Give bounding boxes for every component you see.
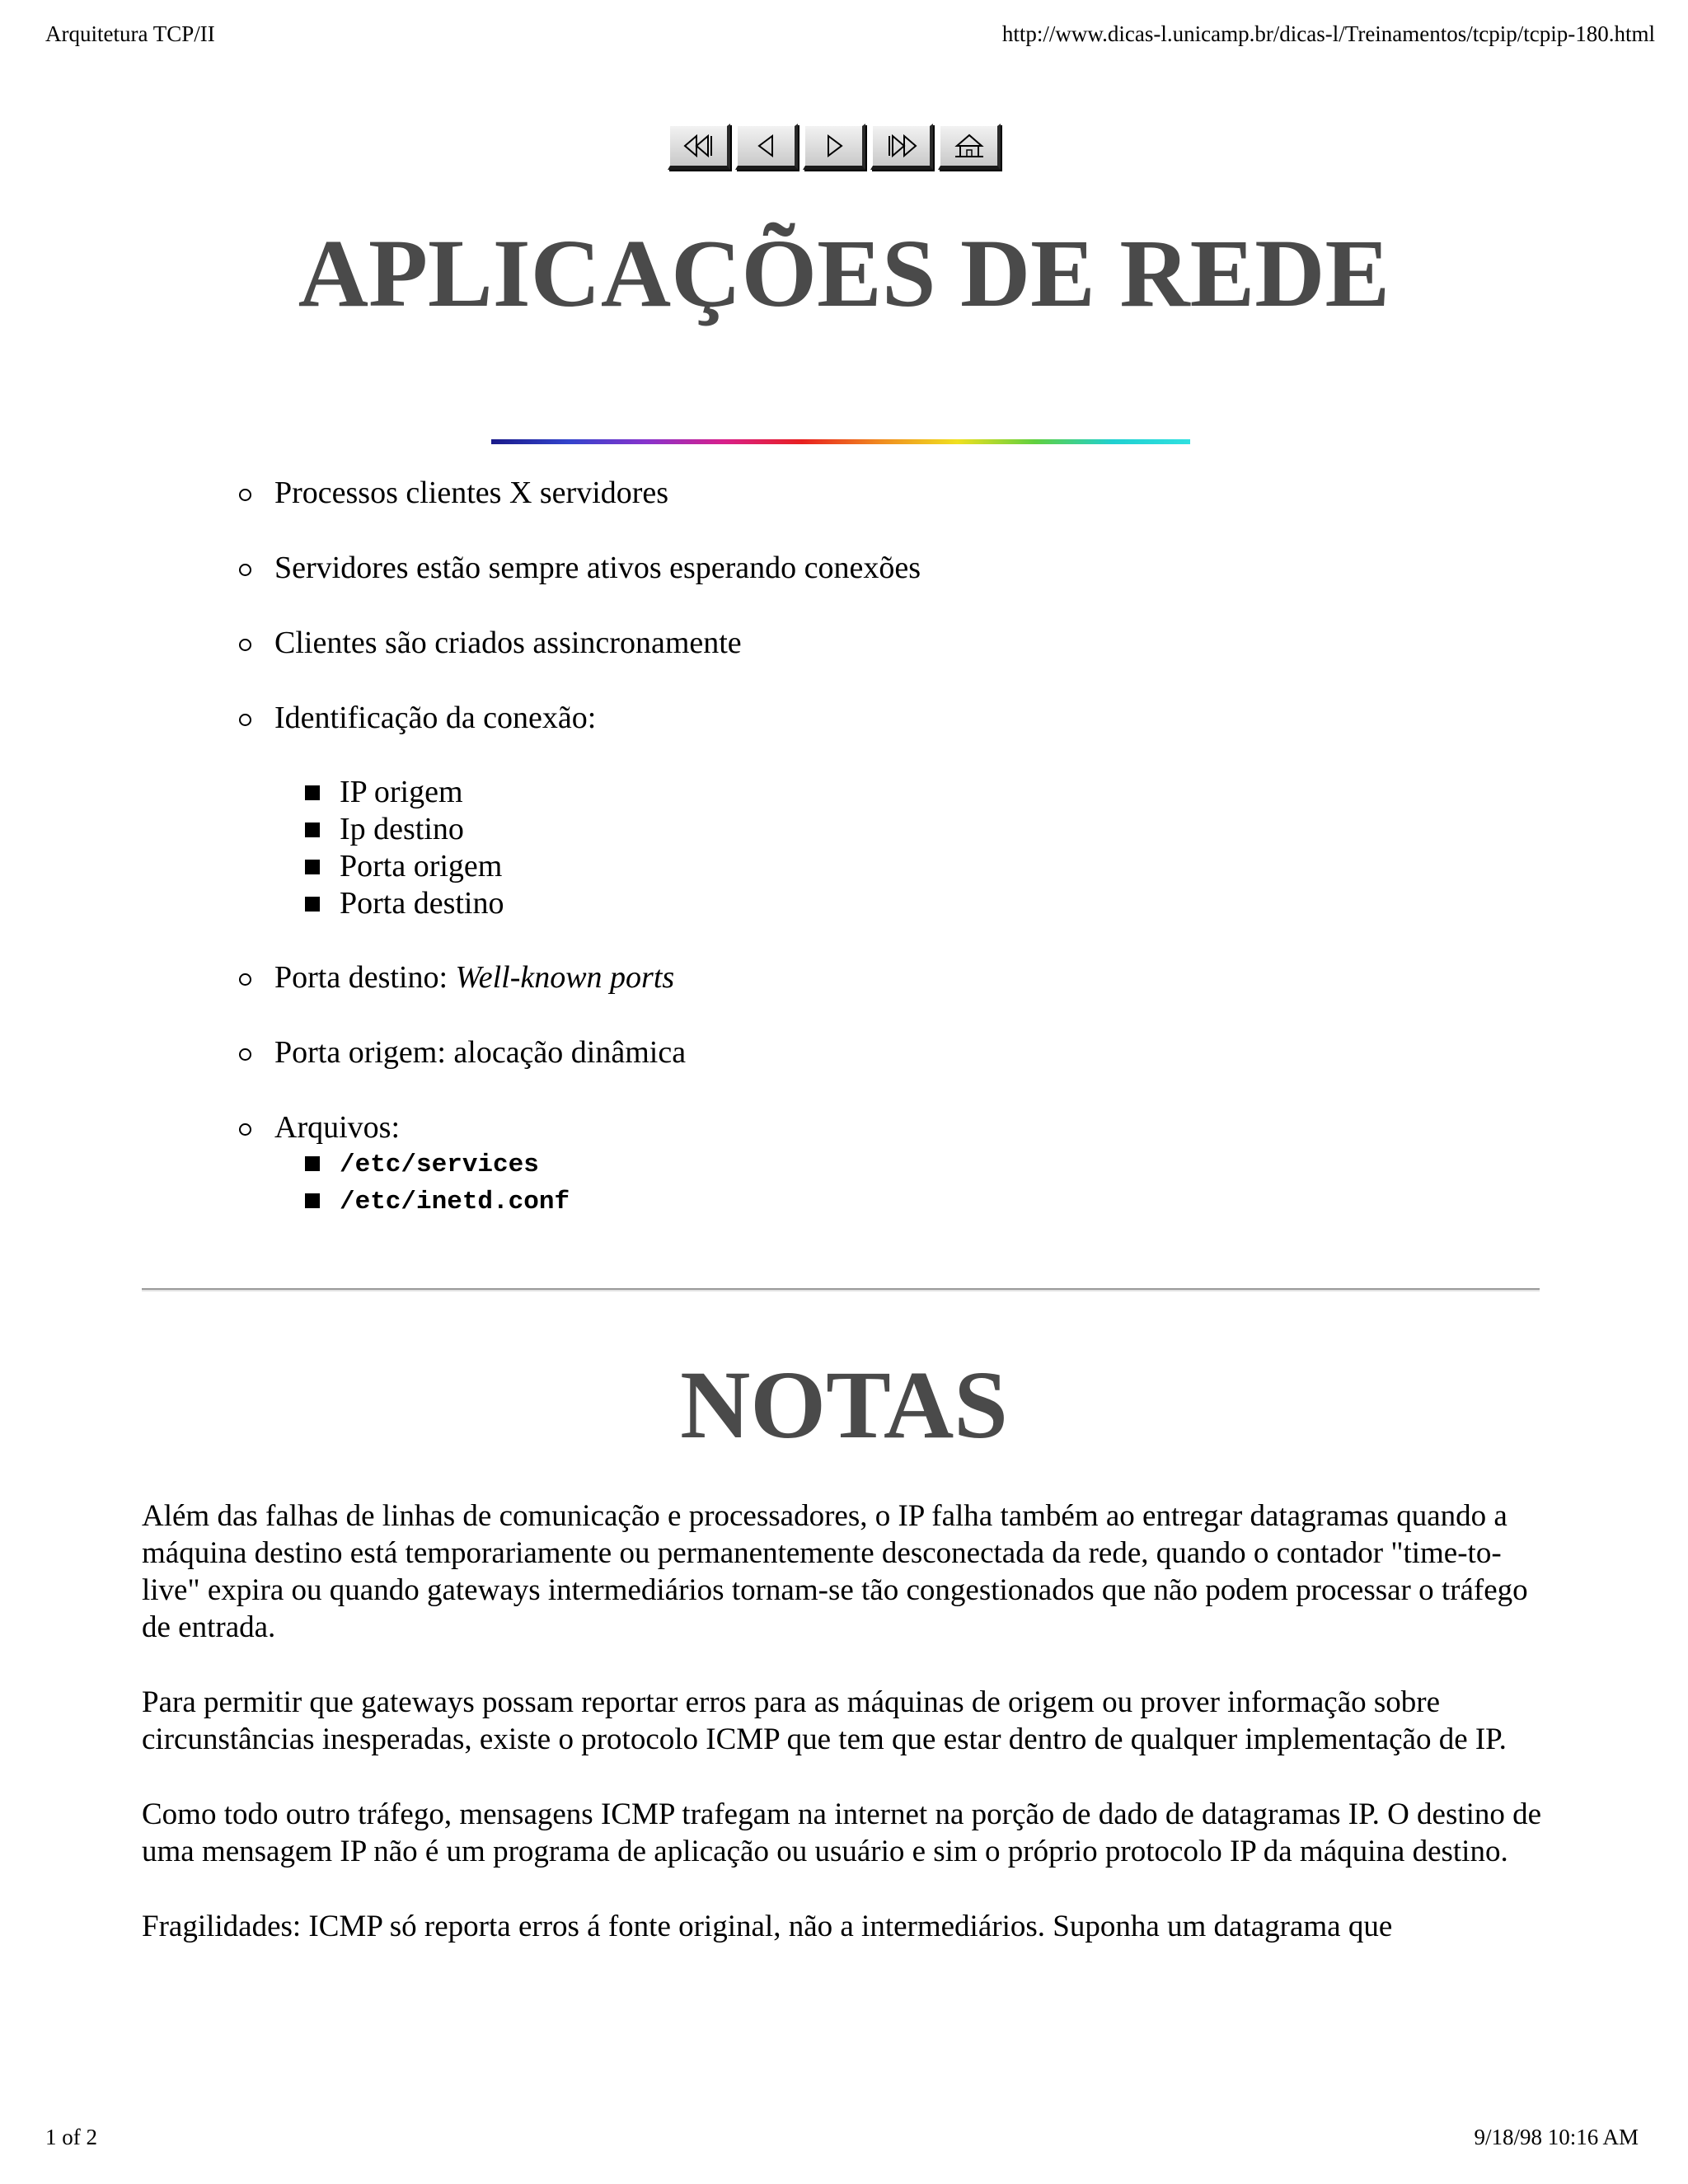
square-bullet-icon	[305, 897, 320, 912]
circle-bullet-icon	[239, 1123, 251, 1136]
notes-paragraph: Para permitir que gateways possam reportar erros para as máquinas de origem ou prover informação sobre circunstâncias inesperadas, existe o protocolo ICMP que tem que estar dentro de qualquer implementação de IP.	[142, 1685, 1507, 1756]
circle-bullet-icon	[239, 564, 251, 576]
notes-body	[142, 1497, 1559, 1983]
square-bullet-icon	[305, 1156, 320, 1171]
square-bullet-icon	[305, 823, 320, 837]
sub-list-item: IP origem	[239, 774, 1475, 811]
home-button[interactable]	[938, 124, 1001, 170]
rainbow-divider	[491, 439, 1190, 444]
sub-list-item: Porta origem	[239, 848, 1475, 885]
first-page-icon	[680, 132, 718, 160]
list-item: Arquivos:	[239, 1108, 1475, 1146]
list-item: Servidores estão sempre ativos esperando conexões	[239, 549, 1475, 587]
square-bullet-icon	[305, 1193, 320, 1208]
well-known-ports: Well-known ports	[455, 960, 675, 995]
page-number: 1 of 2	[45, 2125, 97, 2149]
page-header-title: Arquitetura TCP/II	[45, 21, 215, 46]
notes-paragraph: Fragilidades: ICMP só reporta erros á fonte original, não a intermediários. Suponha um datagrama que	[142, 1910, 1393, 1943]
next-page-icon	[815, 132, 853, 160]
home-icon	[950, 132, 988, 160]
notes-paragraph: Como todo outro tráfego, mensagens ICMP trafegam na internet na porção de dado de datagramas IP. O destino de uma mensagem IP não é um programa de aplicação ou usuário e sim o próprio protocolo IP da máquina destino.	[142, 1797, 1542, 1868]
page-header-url: http://www.dicas-l.unicamp.br/dicas-l/Treinamentos/tcpip/tcpip-180.html	[1001, 21, 1655, 46]
navigation-bar	[668, 124, 1001, 175]
list-item: Clientes são criados assincronamente	[239, 624, 1475, 662]
last-page-icon	[883, 132, 921, 160]
sub-list-item: Ip destino	[239, 811, 1475, 848]
list-item: Porta destino: Well-known ports	[239, 958, 1475, 996]
bullet-list	[239, 474, 1475, 1221]
print-timestamp: 9/18/98 10:16 AM	[1474, 2125, 1639, 2149]
last-page-button[interactable]	[870, 124, 933, 170]
circle-bullet-icon	[239, 1048, 251, 1061]
notes-paragraph: Além das falhas de linhas de comunicação e processadores, o IP falha também ao entregar datagramas quando a máquina destino está temporariamente ou permanentemente desconectada da rede, quando o contador "time-to-live" expira ou quando gateways intermediários tornam-se tão congestionados que não podem processar o tráfego de entrada.	[142, 1499, 1528, 1644]
print-footer	[45, 2125, 1639, 2158]
circle-bullet-icon	[239, 489, 251, 501]
next-page-button[interactable]	[803, 124, 865, 170]
square-bullet-icon	[305, 860, 320, 874]
notes-title: NOTAS	[680, 1351, 1008, 1459]
list-item: Porta origem: alocação dinâmica	[239, 1033, 1475, 1071]
horizontal-rule	[142, 1288, 1540, 1291]
list-item: Processos clientes X servidores	[239, 474, 1475, 512]
square-bullet-icon	[305, 785, 320, 800]
first-page-button[interactable]	[668, 124, 730, 170]
circle-bullet-icon	[239, 714, 251, 726]
print-header	[45, 21, 1655, 54]
sub-list-item: Porta destino	[239, 885, 1475, 922]
list-item: Identificação da conexão:	[239, 699, 1475, 737]
file-item: /etc/inetd.conf	[239, 1183, 1475, 1221]
previous-page-icon	[748, 132, 785, 160]
previous-page-button[interactable]	[735, 124, 798, 170]
circle-bullet-icon	[239, 639, 251, 651]
page-title: APLICAÇÕES DE REDE	[298, 219, 1390, 327]
file-item: /etc/services	[239, 1146, 1475, 1183]
circle-bullet-icon	[239, 973, 251, 986]
